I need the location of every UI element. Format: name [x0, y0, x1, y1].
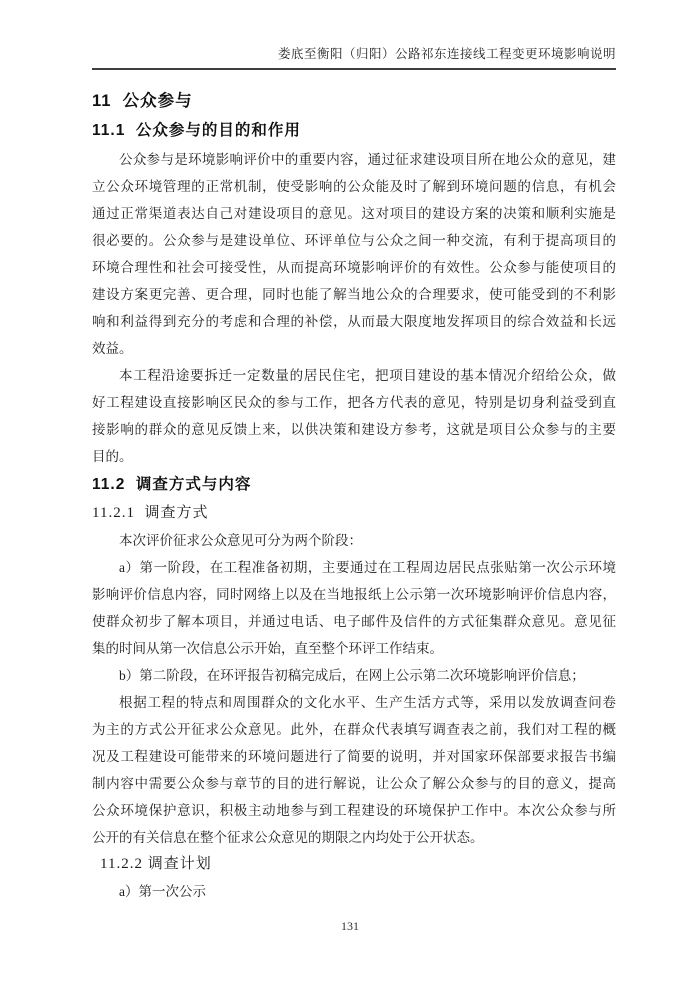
paragraph-line: 使群众初步了解本项目，并通过电话、电子邮件及信件的方式征集群众意见。意见征 [92, 614, 616, 629]
paragraph [92, 527, 616, 554]
paragraph-line: 制内容中需要公众参与章节的目的进行解说，让公众了解公众参与的目的意义，提高 [92, 776, 616, 791]
paragraph-line: 接影响的群众的意见反馈上来，以供决策和建设方参考，这就是项目公众参与的主要 [92, 422, 616, 437]
section-heading-11.2.2: 11.2.2 调查计划 [100, 856, 212, 872]
section-heading-11.2.1: 11.2.1 调查方式 [92, 505, 209, 521]
paragraph [92, 689, 616, 851]
section-heading-11: 11 公众参与 [92, 92, 193, 110]
paragraph [92, 554, 616, 662]
paragraph [92, 146, 616, 362]
paragraph-line: 建设方案更完善、更合理，同时也能了解当地公众的合理要求，使可能受到的不利影 [92, 287, 616, 302]
paragraph-line: 公众参与是环境影响评价中的重要内容，通过征求建设项目所在地公众的意见，建 [119, 152, 616, 167]
paragraph-line: 本次评价征求公众意见可分为两个阶段： [119, 533, 362, 548]
paragraph [92, 662, 616, 689]
document-body [92, 86, 616, 905]
paragraph-line: 响和利益得到充分的考虑和合理的补偿，从而最大限度地发挥项目的综合效益和长远 [92, 314, 616, 329]
page-number: 131 [341, 919, 359, 933]
paragraph-line: 很必要的。公众参与是建设单位、环评单位与公众之间一种交流，有利于提高项目的 [92, 233, 616, 248]
paragraph-line: 根据工程的特点和周围群众的文化水平、生产生活方式等，采用以发放调查问卷 [119, 695, 616, 710]
paragraph-line: a）第一阶段，在工程准备初期，主要通过在工程周边居民点张贴第一次公示环境 [119, 560, 616, 575]
paragraph-line: 目的。 [92, 449, 133, 464]
paragraph-line: 况及工程建设可能带来的环境问题进行了简要的说明，并对国家环保部要求报告书编 [92, 749, 616, 764]
section-heading-11.2: 11.2 调查方式与内容 [92, 476, 252, 493]
paragraph-line: 好工程建设直接影响区民众的参与工作，把各方代表的意见，特别是切身利益受到直 [92, 395, 616, 410]
paragraph-line: b）第二阶段，在环评报告初稿完成后，在网上公示第二次环境影响评价信息； [119, 668, 585, 683]
paragraph-line: 影响评价信息内容，同时网络上以及在当地报纸上公示第一次环境影响评价信息内容， [92, 587, 616, 602]
paragraph-line: 立公众环境管理的正常机制，使受影响的公众能及时了解到环境问题的信息，有机会 [92, 179, 616, 194]
paragraph-line: 公众环境保护意识，积极主动地参与到工程建设的环境保护工作中。本次公众参与所 [92, 803, 616, 818]
paragraph-line: 集的时间从第一次信息公示开始，直至整个环评工作结束。 [92, 641, 443, 656]
section-heading-11.1: 11.1 公众参与的目的和作用 [92, 122, 301, 139]
paragraph-line: 为主的方式公开征求公众意见。此外，在群众代表填写调查表之前，我们对工程的概 [92, 722, 616, 737]
paragraph-line: 通过正常渠道表达自己对建设项目的意见。这对项目的建设方案的决策和顺利实施是 [92, 206, 616, 221]
running-header-title: 娄底至衡阳（归阳）公路祁东连接线工程变更环境影响说明 [92, 46, 616, 70]
paragraph-line: 公开的有关信息在整个征求公众意见的期限之内均处于公开状态。 [92, 830, 484, 845]
paragraph [92, 362, 616, 470]
paragraph-line: 本工程沿途要拆迁一定数量的居民住宅，把项目建设的基本情况介绍给公众，做 [119, 368, 616, 383]
paragraph-line: 环境合理性和社会可接受性，从而提高环境影响评价的有效性。公众参与能使项目的 [92, 260, 616, 275]
paragraph [92, 878, 616, 905]
paragraph-line: 效益。 [92, 341, 133, 356]
paragraph-line: a）第一次公示 [119, 884, 206, 899]
